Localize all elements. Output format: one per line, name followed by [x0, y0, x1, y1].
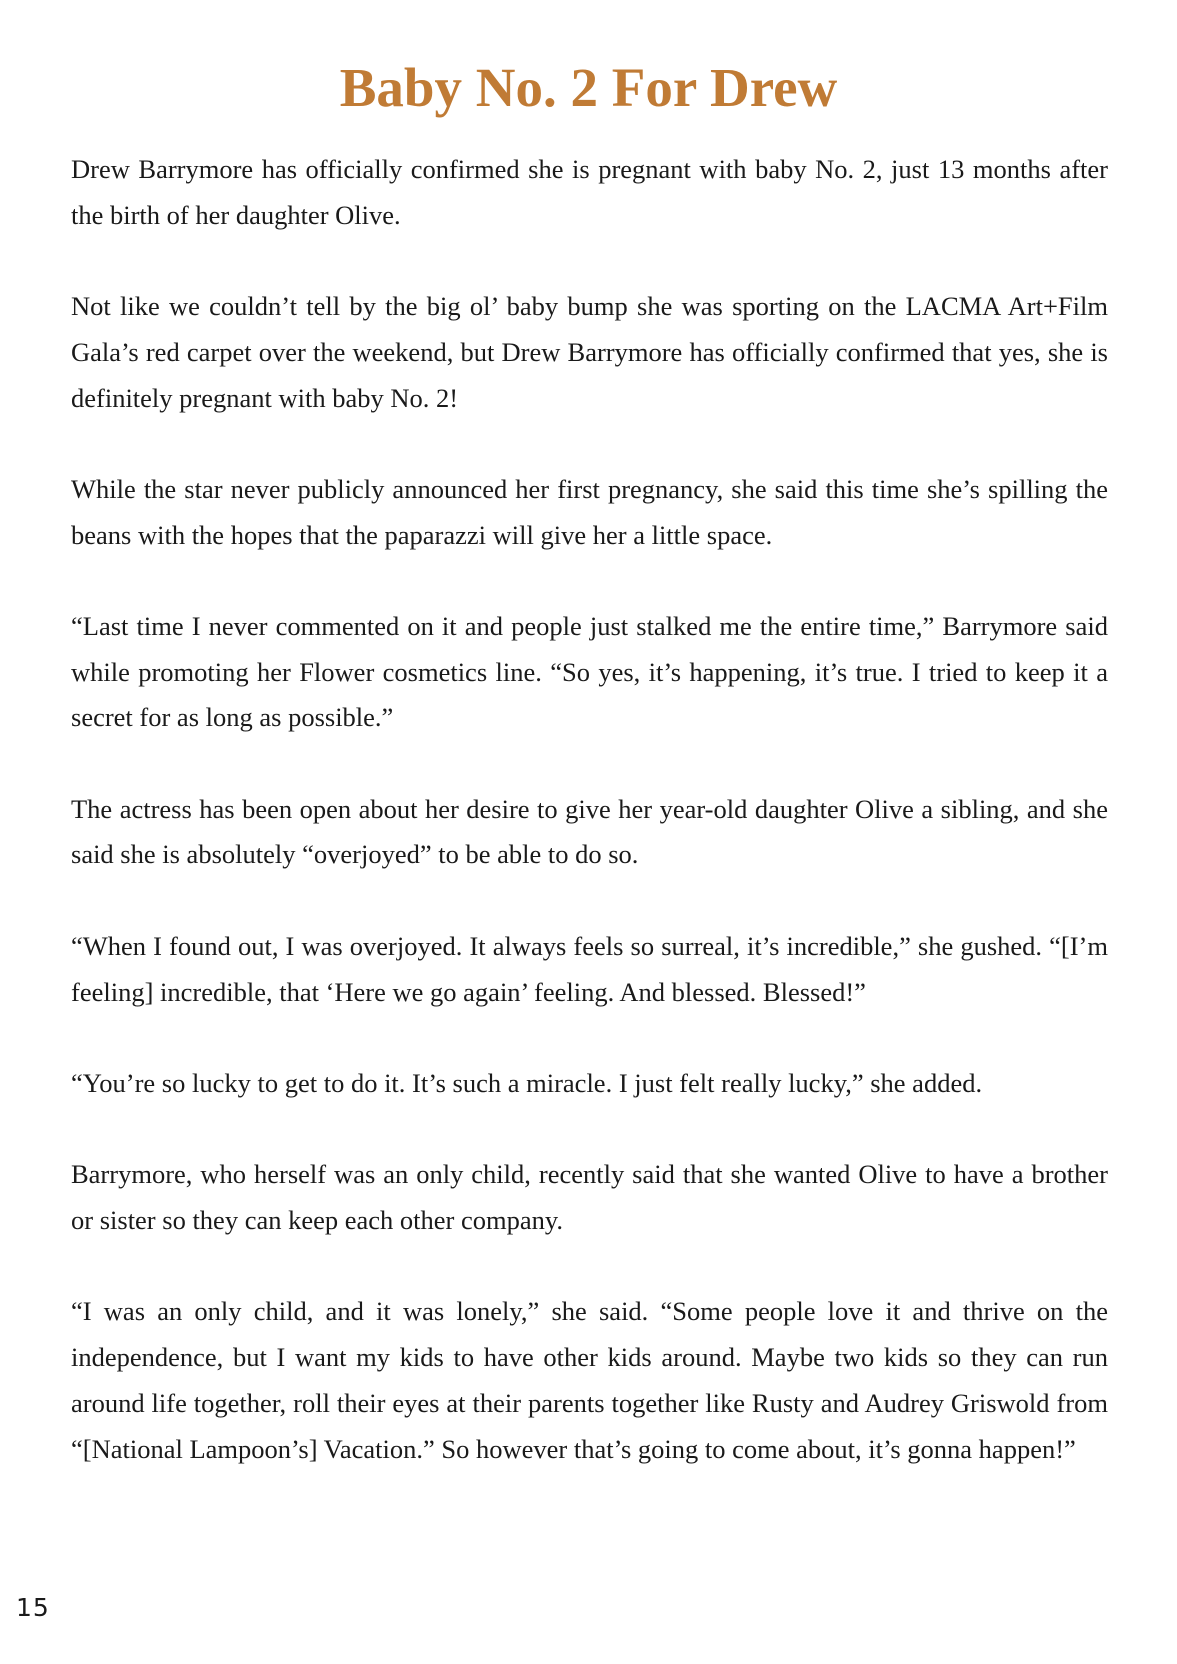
article-title: Baby No. 2 For Drew [339, 57, 838, 118]
article-paragraph: Not like we couldn’t tell by the big ol’ baby bump she was sporting on the LACMA Art+Film Gala’s red carpet over the weekend, but Drew Barrymore has officially confirmed that yes, she is definitely pregnant with baby No. 2! [71, 291, 1108, 413]
article-paragraph: Drew Barrymore has officially confirmed she is pregnant with baby No. 2, just 13 months after the birth of her daughter Olive. [71, 154, 1108, 230]
page-number: 15 [16, 1593, 50, 1622]
article-paragraph: “You’re so lucky to get to do it. It’s such a miracle. I just felt really lucky,” she added. [71, 1067, 983, 1098]
article-paragraph: “Last time I never commented on it and people just stalked me the entire time,” Barrymore said while promoting her Flower cosmetics line. “So yes, it’s happening, it’s true. I tried to keep it a secret for as long as possible.” [71, 610, 1108, 733]
article-paragraph: Barrymore, who herself was an only child, recently said that she wanted Olive to have a brother or sister so they can keep each other company. [71, 1159, 1108, 1236]
article-paragraph: “I was an only child, and it was lonely,” she said. “Some people love it and thrive on the independence, but I want my kids to have other kids around. Maybe two kids so they can run around life together, roll their eyes at their parents together like Rusty and Audrey Griswold from “[National Lampoon’s] Vacation.” So however that’s going to come about, it’s gonna happen!” [71, 1296, 1108, 1464]
article-paragraph: While the star never publicly announced her first pregnancy, she said this time she’s spilling the beans with the hopes that the paparazzi will give her a little space. [71, 473, 1108, 550]
article-paragraph: The actress has been open about her desire to give her year-old daughter Olive a sibling, and she said she is absolutely “overjoyed” to be able to do so. [71, 793, 1108, 870]
article-body [71, 147, 1108, 1472]
article-paragraph: “When I found out, I was overjoyed. It always feels so surreal, it’s incredible,” she gushed. “[I’m feeling] incredible, that ‘Here we go again’ feeling. And blessed. Blessed!” [71, 930, 1108, 1007]
